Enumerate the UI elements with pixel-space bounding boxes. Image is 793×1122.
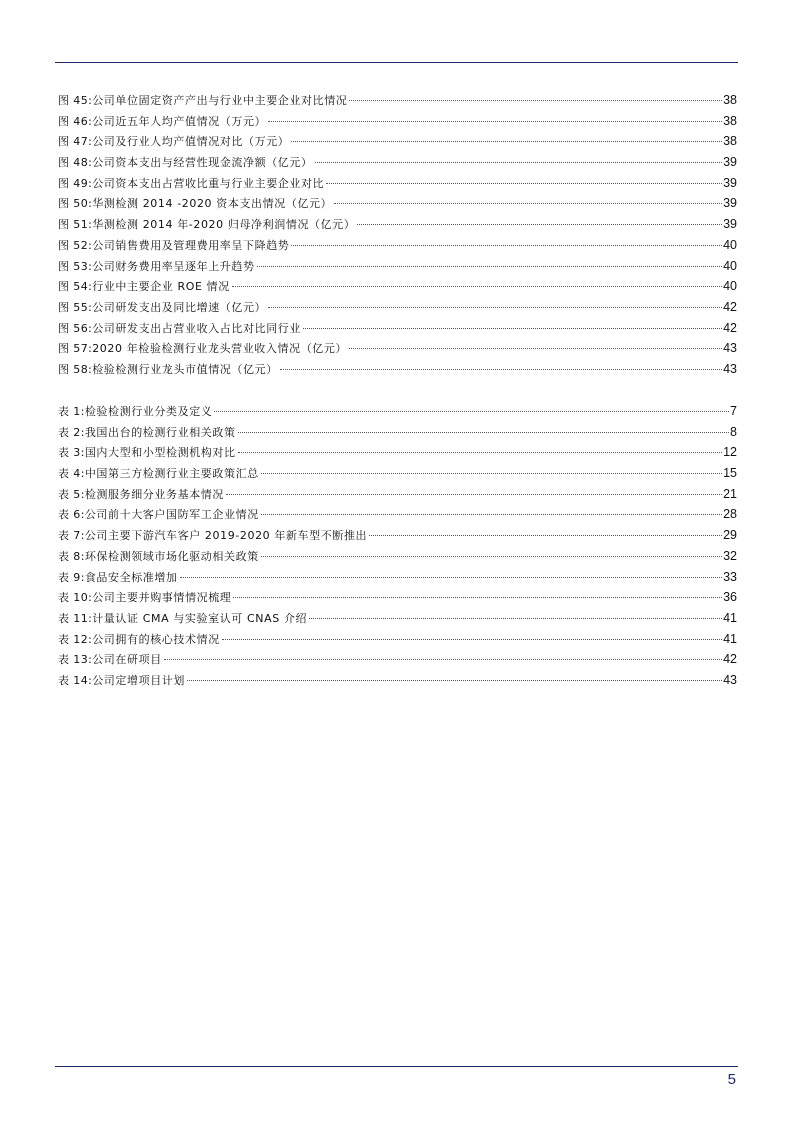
toc-entry-title: 2020 年检验检测行业龙头营业收入情况（亿元） xyxy=(92,342,348,356)
toc-entry-title: 公司近五年人均产值情况（万元） xyxy=(92,114,267,128)
toc-entry-label: 表 5: xyxy=(58,487,85,501)
toc-entry-page: 28 xyxy=(723,507,737,522)
toc-entry-page: 7 xyxy=(730,404,737,418)
toc-entry[interactable] xyxy=(58,525,737,546)
toc-entry-page: 29 xyxy=(723,528,737,543)
toc-entry[interactable] xyxy=(58,131,737,152)
toc-entry[interactable] xyxy=(58,463,737,484)
toc-entry-page: 15 xyxy=(723,466,737,481)
dot-leader xyxy=(222,639,722,640)
toc-entry[interactable] xyxy=(58,318,737,339)
header-rule xyxy=(55,62,738,63)
toc-entry-label: 表 8: xyxy=(58,549,85,563)
toc-entry-page: 12 xyxy=(723,445,737,460)
toc-entry-page: 41 xyxy=(723,610,737,625)
toc-entry-title: 食品安全标准增加 xyxy=(84,570,178,584)
dot-leader xyxy=(268,121,722,122)
toc-entry-title: 公司财务费用率呈逐年上升趋势 xyxy=(92,259,255,273)
toc-entry-label: 图 51: xyxy=(58,218,93,232)
dot-leader xyxy=(369,535,722,536)
toc-entry-title: 检验检测行业分类及定义 xyxy=(84,405,213,418)
toc-entry-label: 图 47: xyxy=(58,135,93,149)
toc-entry-page: 38 xyxy=(723,93,737,107)
toc-entry-page: 43 xyxy=(723,672,737,687)
dot-leader xyxy=(238,432,729,433)
toc-entry-label: 图 57: xyxy=(58,342,93,356)
toc-entry-label: 表 14: xyxy=(58,673,93,687)
toc-entry-page: 33 xyxy=(723,569,737,584)
toc-entry-label: 表 3: xyxy=(58,446,85,460)
dot-leader xyxy=(233,597,722,598)
toc-entry[interactable] xyxy=(58,629,737,650)
toc-entry[interactable] xyxy=(58,193,737,214)
toc-entry-title: 公司在研项目 xyxy=(92,653,162,667)
toc-entry[interactable] xyxy=(58,214,737,235)
toc-entry[interactable] xyxy=(58,111,737,132)
toc-entry-page: 43 xyxy=(723,361,737,376)
toc-entry-label: 图 56: xyxy=(58,321,93,335)
dot-leader xyxy=(291,141,722,142)
toc-entry-page: 42 xyxy=(723,652,737,667)
page-number: 5 xyxy=(727,1071,736,1088)
toc-entry-title: 公司及行业人均产值情况对比（万元） xyxy=(92,135,290,149)
toc-entry-page: 41 xyxy=(723,631,737,646)
toc-entry-label: 图 55: xyxy=(58,300,93,314)
toc-entry-title: 公司主要下游汽车客户 2019-2020 年新车型不断推出 xyxy=(84,529,368,543)
toc-entry-page: 8 xyxy=(730,424,737,439)
toc-entry-label: 表 10: xyxy=(58,591,93,605)
toc-entry-label: 图 58: xyxy=(58,362,93,376)
toc-entry[interactable] xyxy=(58,567,737,588)
toc-entry-page: 40 xyxy=(723,237,737,252)
dot-leader xyxy=(214,411,729,412)
dot-leader xyxy=(261,556,722,557)
dot-leader xyxy=(261,473,722,474)
toc-entry-title: 计量认证 CMA 与实验室认可 CNAS 介绍 xyxy=(92,611,308,625)
toc-entry-page: 42 xyxy=(723,299,737,314)
toc-entry-title: 公司主要并购事情情况梳理 xyxy=(92,591,232,605)
toc-entry-page: 36 xyxy=(723,590,737,605)
toc-entry-title: 华测检测 2014 年-2020 归母净利润情况（亿元） xyxy=(92,218,356,232)
dot-leader xyxy=(315,162,722,163)
dot-leader xyxy=(349,100,722,101)
toc-entry[interactable] xyxy=(58,546,737,567)
dot-leader xyxy=(261,514,722,515)
toc-entry-title: 行业中主要企业 ROE 情况 xyxy=(92,280,230,294)
toc-entry-page: 32 xyxy=(723,548,737,563)
toc-entry-label: 图 46: xyxy=(58,114,93,128)
toc-entry[interactable] xyxy=(58,608,737,629)
toc-entry-label: 图 45: xyxy=(58,94,93,107)
toc-entry[interactable] xyxy=(58,649,737,670)
toc-entry-title: 公司单位固定资产产出与行业中主要企业对比情况 xyxy=(92,94,348,107)
toc-entry[interactable] xyxy=(58,504,737,525)
toc-entry-label: 图 54: xyxy=(58,280,93,294)
toc-entry-label: 表 13: xyxy=(58,653,93,667)
toc-entry-page: 39 xyxy=(723,155,737,170)
toc-entry[interactable] xyxy=(58,297,737,318)
toc-entry-page: 39 xyxy=(723,217,737,232)
toc-entry[interactable] xyxy=(58,90,737,111)
toc-entry-label: 表 7: xyxy=(58,529,85,543)
toc-entry[interactable] xyxy=(58,401,737,422)
toc-entry[interactable] xyxy=(58,484,737,505)
dot-leader xyxy=(226,494,722,495)
toc-entry-label: 表 11: xyxy=(58,611,93,625)
toc-entry-label: 表 2: xyxy=(58,425,85,439)
toc-entry[interactable] xyxy=(58,670,737,691)
toc-entry-page: 38 xyxy=(723,113,737,128)
dot-leader xyxy=(334,203,722,204)
dot-leader xyxy=(357,224,722,225)
footer-rule xyxy=(55,1066,738,1067)
toc-entry-label: 图 50: xyxy=(58,197,93,211)
toc-entry-title: 公司研发支出及同比增速（亿元） xyxy=(92,300,267,314)
dot-leader xyxy=(187,680,722,681)
toc-entry[interactable] xyxy=(58,422,737,443)
toc-entry-title: 公司定增项目计划 xyxy=(92,673,186,687)
dot-leader xyxy=(326,183,722,184)
toc-entry-title: 环保检测领域市场化驱动相关政策 xyxy=(84,549,259,563)
toc-entry-page: 21 xyxy=(723,486,737,501)
toc-entry-title: 公司资本支出与经营性现金流净额（亿元） xyxy=(92,156,313,170)
toc-entry-title: 公司拥有的核心技术情况 xyxy=(92,632,220,646)
toc-entry[interactable] xyxy=(58,235,737,256)
dot-leader xyxy=(303,328,722,329)
dot-leader xyxy=(268,307,722,308)
toc-entry-title: 我国出台的检测行业相关政策 xyxy=(84,425,236,439)
toc-entry-title: 华测检测 2014 -2020 资本支出情况（亿元） xyxy=(92,197,333,211)
toc-entry-page: 38 xyxy=(723,134,737,149)
toc-entry-title: 检测服务细分业务基本情况 xyxy=(84,487,225,501)
toc-entry-title: 公司资本支出占营收比重与行业主要企业对比 xyxy=(92,176,325,190)
dot-leader xyxy=(257,266,722,267)
toc-entry[interactable] xyxy=(58,276,737,297)
toc-entry-title: 检验检测行业龙头市值情况（亿元） xyxy=(92,362,278,376)
dot-leader xyxy=(164,659,722,660)
table-list xyxy=(58,401,737,691)
toc-entry[interactable] xyxy=(58,442,737,463)
toc-entry-title: 公司前十大客户国防军工企业情况 xyxy=(84,508,259,522)
toc-entry-label: 表 6: xyxy=(58,508,85,522)
toc-entry-title: 公司研发支出占营业收入占比对比同行业 xyxy=(92,321,302,335)
toc-entry-label: 表 9: xyxy=(58,570,85,584)
toc-entry-label: 表 12: xyxy=(58,632,93,646)
dot-leader xyxy=(280,369,722,370)
dot-leader xyxy=(291,245,722,246)
toc-entry[interactable] xyxy=(58,173,737,194)
toc-entry-title: 公司销售费用及管理费用率呈下降趋势 xyxy=(92,238,290,252)
toc-entry-label: 图 48: xyxy=(58,156,93,170)
toc-entry[interactable] xyxy=(58,338,737,359)
dot-leader xyxy=(238,452,722,453)
toc-entry-label: 表 1: xyxy=(58,405,85,418)
toc-entry-page: 42 xyxy=(723,320,737,335)
toc-entry-page: 39 xyxy=(723,175,737,190)
toc-entry[interactable] xyxy=(58,359,737,380)
toc-entry-page: 43 xyxy=(723,341,737,356)
figure-list xyxy=(58,90,737,380)
dot-leader xyxy=(232,286,722,287)
dot-leader xyxy=(349,348,722,349)
toc-entry-title: 中国第三方检测行业主要政策汇总 xyxy=(84,467,259,481)
toc-entry-label: 图 52: xyxy=(58,238,93,252)
toc-entry-title: 国内大型和小型检测机构对比 xyxy=(84,446,236,460)
toc-entry-label: 表 4: xyxy=(58,467,85,481)
toc-entry[interactable] xyxy=(58,256,737,277)
toc-entry-label: 图 53: xyxy=(58,259,93,273)
dot-leader xyxy=(309,618,722,619)
toc-entry-page: 40 xyxy=(723,258,737,273)
dot-leader xyxy=(180,577,722,578)
toc-entry-label: 图 49: xyxy=(58,176,93,190)
toc-entry-page: 40 xyxy=(723,279,737,294)
toc-entry-page: 39 xyxy=(723,196,737,211)
toc-entry[interactable] xyxy=(58,152,737,173)
toc-entry[interactable] xyxy=(58,587,737,608)
